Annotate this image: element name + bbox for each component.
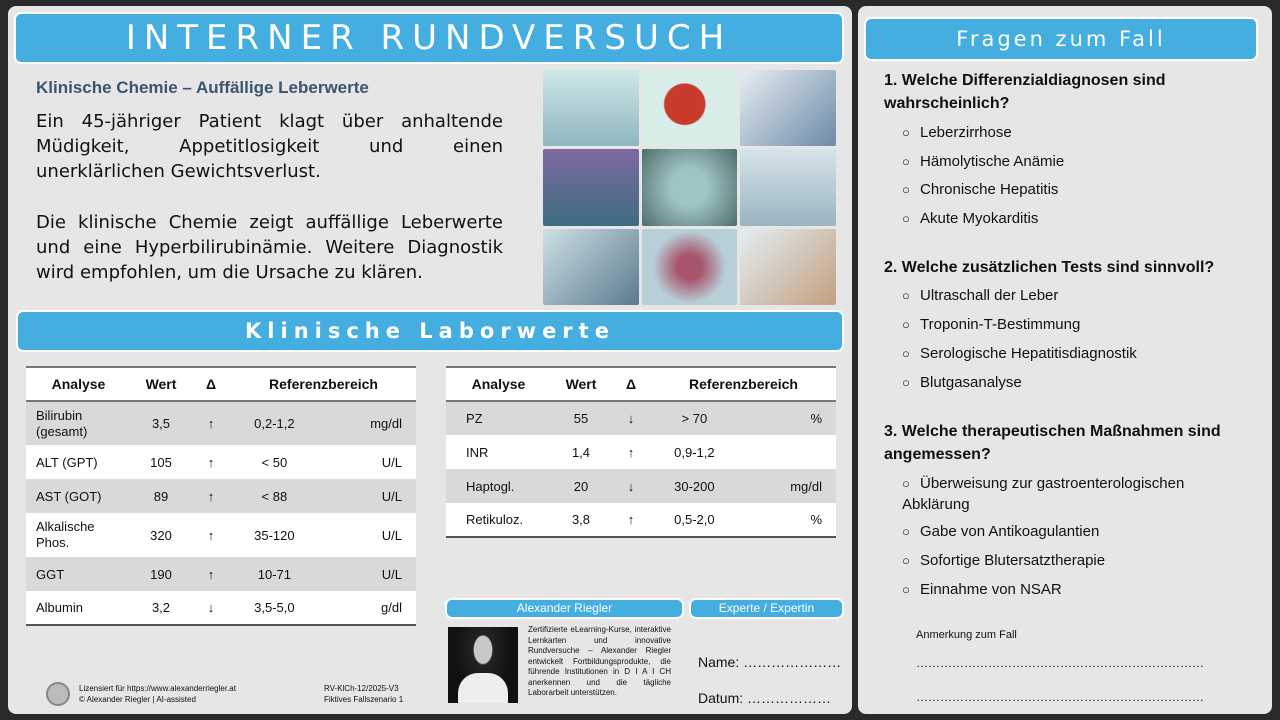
circle-icon: ○ [902,288,910,303]
table-row [26,445,416,479]
cell: < 50 [261,454,288,470]
cell: Retikuloz. [446,503,551,537]
option[interactable]: ○ Überweisung zur gastroenterologischen Abklärung [902,475,1185,513]
cell: 55 [551,401,611,435]
lab-section-title: Klinische Laborwerte [16,310,844,352]
option[interactable]: ○ Blutgasanalyse [902,374,1022,391]
cell: 320 [150,527,172,543]
cell: % [738,401,836,435]
table-row [26,401,416,445]
circle-icon: ○ [902,211,910,226]
doctor-tablet-image [740,229,836,305]
cell: 3,5-5,0 [231,591,318,625]
cell: 3,5 [131,401,191,445]
cell: Haptogl. [446,469,551,503]
question-2: 2. Welche zusätzlichen Tests sind sinnvoll? [884,259,1215,276]
cell: U/L [318,479,416,513]
cell: U/L [381,454,402,470]
option[interactable]: ○ Gabe von Antikoagulantien [902,523,1100,540]
lab-table-left [26,366,416,626]
cells-image [642,229,738,305]
cell: 105 [150,454,172,470]
circle-icon: ○ [902,346,910,361]
author-bio: Zertifizierte eLearning-Kurse, interaktive Lernkarten und innovative Rundversuche – Alexander Riegler entwickelt Fortbildungsprodukte, die führende Institutionen in D I A I CH anerkennen und die tägliche Laborarbeit unterstützen. [528,625,671,697]
footer-code [324,684,403,705]
circle-icon: ○ [902,125,910,140]
cell: Albumin [26,591,131,625]
circle-icon: ○ [902,524,910,539]
option[interactable]: ○ Serologische Hepatitisdiagnostik [902,345,1137,362]
liver-image [642,70,738,146]
cell: 3,8 [551,503,611,537]
tube-rack-image [543,149,639,225]
questions-title: Fragen zum Fall [864,17,1258,61]
circle-icon: ○ [902,582,910,597]
table-row [446,503,836,537]
table-row [446,469,836,503]
cell: 3,2 [131,591,191,625]
cell: AST (GOT) [26,479,131,513]
version-code: RV-KlCh-12/2025-V3 [324,684,399,693]
col-delta: Δ [611,367,651,401]
cell: g/dl [318,591,416,625]
circle-icon: ○ [902,476,910,491]
cell: PZ [446,401,551,435]
col-analyse: Analyse [26,367,131,401]
col-wert: Wert [131,367,191,401]
case-subtitle: Klinische Chemie – Auffällige Leberwerte [36,78,369,97]
option[interactable]: ○ Akute Myokarditis [902,210,1039,227]
table-row [446,401,836,435]
test-tubes-image [543,70,639,146]
option[interactable]: ○ Leberzirrhose [902,124,1012,141]
option[interactable]: ○ Chronische Hepatitis [902,181,1059,198]
cell: % [738,503,836,537]
cell: 0,2-1,2 [231,401,318,445]
cell: 35-120 [254,527,295,543]
anatomy-image [642,149,738,225]
scenario-text: Fiktives Fallszenario 1 [324,694,404,704]
cell: ↑ [191,479,231,513]
footer-license [79,684,236,705]
illustration-grid [543,70,836,305]
cell: Alkalische Phos. [36,519,95,550]
lab-table-right [446,366,836,538]
microscope-image [740,70,836,146]
cell: ↑ [191,401,231,445]
cell: 1,4 [571,444,591,460]
tablet-image [543,229,639,305]
col-referenz: Referenzbereich [231,367,416,401]
author-title: Alexander Riegler [445,598,684,619]
cell: 0,5-2,0 [651,503,738,537]
cell: mg/dl [738,469,836,503]
option[interactable]: ○ Troponin-T-Bestimmung [902,316,1081,333]
cell: 190 [131,557,191,591]
circle-icon: ○ [902,553,910,568]
cell: 89 [131,479,191,513]
cell: ↓ [191,591,231,625]
table-row [446,435,836,469]
note-line-1[interactable]: ……………………………………………………………… [916,656,1204,670]
cell [738,435,836,469]
note-label: Anmerkung zum Fall [916,629,1017,641]
cell: 10-71 [231,557,318,591]
cell: ↓ [611,401,651,435]
cell: ↑ [611,503,651,537]
cell: U/L [381,527,402,543]
case-text-2: Die klinische Chemie zeigt auffällige Leberwerte und eine Hyperbilirubinämie. Weitere Diagnostik wird empfohlen, um die Ursache zu klären. [36,212,503,283]
cell: Bilirubin (gesamt) [26,401,131,445]
col-wert: Wert [551,367,611,401]
license-text: Lizensiert für https://www.alexanderriegler.at [79,684,236,693]
option[interactable]: ○ Ultraschall der Leber [902,287,1059,304]
cell: ↑ [191,557,231,591]
circle-icon: ○ [902,317,910,332]
circle-icon: ○ [902,375,910,390]
cell: U/L [318,557,416,591]
cell: > 70 [651,401,738,435]
table-row [26,591,416,625]
note-line-2[interactable]: ……………………………………………………………… [916,690,1204,704]
cell: ↑ [627,444,635,460]
expert-name-field[interactable]: Name: ………………… [698,654,842,670]
question-1: 1. Welche Differenzialdiagnosen sind wahrscheinlich? [884,72,1166,112]
circle-icon: ○ [902,154,910,169]
copyright-text: © Alexander Riegler | AI-assisted [79,694,196,704]
col-analyse: Analyse [446,367,551,401]
question-3: 3. Welche therapeutischen Maßnahmen sind angemessen? [884,423,1221,463]
logo-icon [46,682,70,706]
option[interactable]: ○ Hämolytische Anämie [902,153,1065,170]
cell: 0,9-1,2 [674,444,715,460]
circle-icon: ○ [902,182,910,197]
expert-title: Experte / Expertin [689,598,844,619]
col-referenz: Referenzbereich [651,367,836,401]
option[interactable]: ○ Sofortige Blutersatztherapie [902,552,1106,569]
cell: GGT [26,557,131,591]
cell: INR [466,444,489,460]
cell: ↓ [611,469,651,503]
charts-image [740,149,836,225]
table-row [26,479,416,513]
cell: ↑ [207,454,215,470]
cell: mg/dl [318,401,416,445]
cell: ↑ [207,527,215,543]
cell: 20 [551,469,611,503]
cell: < 88 [231,479,318,513]
author-photo [448,627,518,703]
table-row [26,513,416,557]
page-title: INTERNER RUNDVERSUCH [14,12,844,64]
case-text-1: Ein 45-jähriger Patient klagt über anhaltende Müdigkeit, Appetitlosigkeit und einen unerklärlichen Gewichtsverlust. [36,111,503,182]
col-delta: Δ [191,367,231,401]
cell: ALT (GPT) [36,454,98,470]
table-row [26,557,416,591]
expert-date-field[interactable]: Datum: ……………… [698,690,832,706]
option[interactable]: ○ Einnahme von NSAR [902,581,1062,598]
cell: 30-200 [651,469,738,503]
